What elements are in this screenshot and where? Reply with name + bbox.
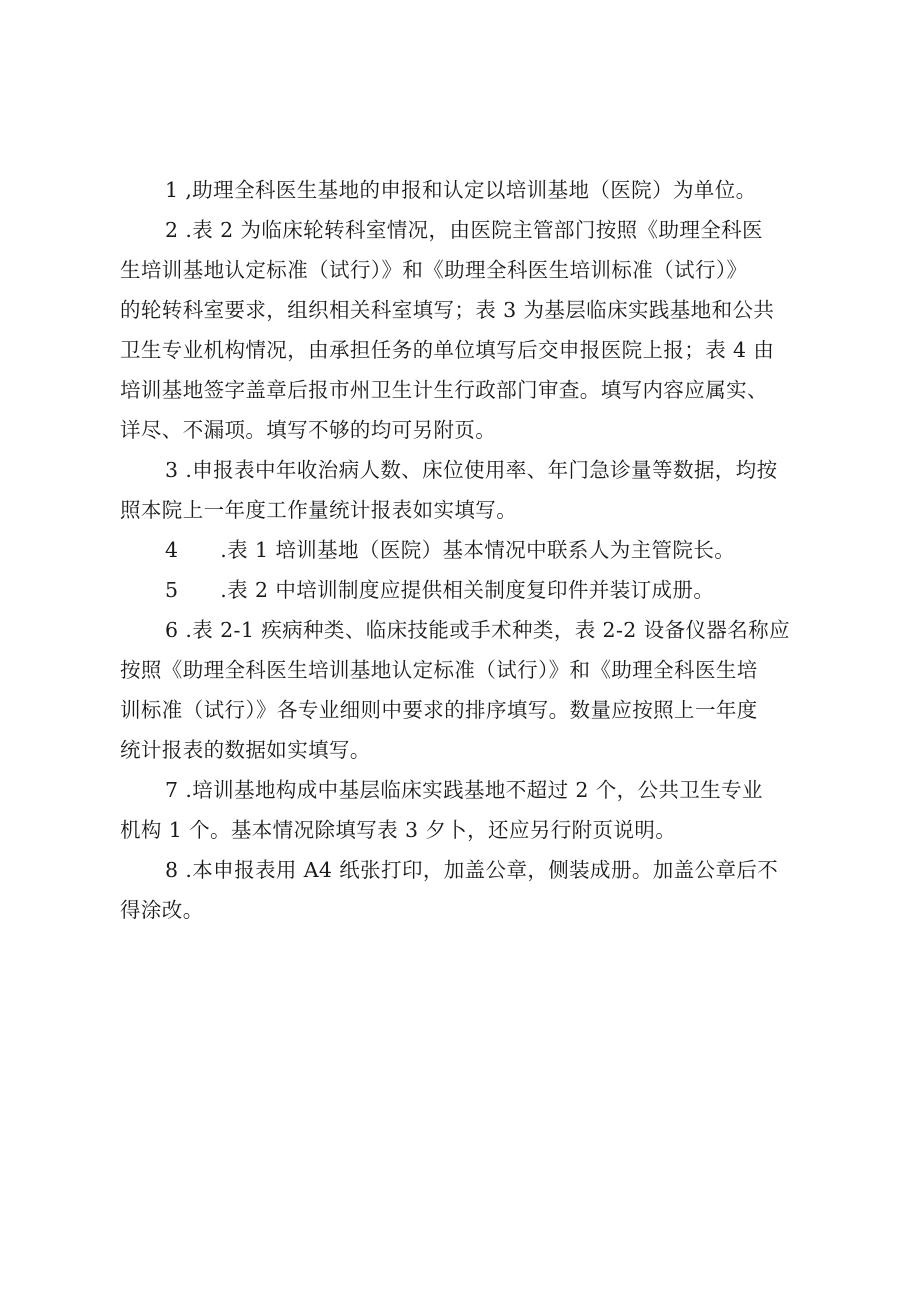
instruction-line: 详尽、不漏项。填写不够的均可另附页。 — [120, 418, 497, 442]
instruction-line: 7 .培训基地构成中基层临床实践基地不超过 2 个，公共卫生专业 — [165, 778, 763, 802]
instruction-line: 机构 1 个。基本情况除填写表 3 夕卜，还应另行附页说明。 — [120, 818, 677, 842]
instruction-item-4 — [120, 530, 840, 570]
instruction-item-1 — [120, 170, 840, 210]
instruction-item-5 — [120, 570, 840, 610]
instruction-item-6 — [120, 610, 840, 770]
instruction-item-7 — [120, 770, 840, 850]
instruction-line: 照本院上一年度工作量统计报表如实填写。 — [120, 498, 518, 522]
instruction-item-8 — [120, 850, 840, 930]
instruction-line: 5 .表 2 中培训制度应提供相关制度复印件并装订成册。 — [165, 578, 715, 602]
instruction-line: 4 .表 1 培训基地（医院）基本情况中联系人为主管院长。 — [165, 538, 736, 562]
instruction-line: 培训基地签字盖章后报市州卫生计生行政部门审查。填写内容应属实、 — [120, 378, 768, 402]
instruction-line: 的轮转科室要求，组织相关科室填写；表 3 为基层临床实践基地和公共 — [120, 298, 775, 322]
instruction-line: 6 .表 2-1 疾病种类、临床技能或手术种类，表 2-2 设备仪器名称应 — [165, 618, 790, 642]
instructions-list — [120, 170, 840, 930]
instruction-line: 生培训基地认定标准（试行）》和《助理全科医生培训标准（试行）》 — [120, 258, 748, 282]
instruction-line: 1 ,助理全科医生基地的申报和认定以培训基地（医院）为单位。 — [165, 178, 757, 202]
instruction-item-3 — [120, 450, 840, 530]
instruction-line: 8 .本申报表用 A4 纸张打印，加盖公章，侧装成册。加盖公章后不 — [165, 858, 779, 882]
instruction-line: 按照《助理全科医生培训基地认定标准（试行）》和《助理全科医生培 — [120, 658, 758, 682]
instruction-line: 统计报表的数据如实填写。 — [120, 738, 371, 762]
instruction-line: 得涂改。 — [120, 898, 204, 922]
instruction-line: 2 .表 2 为临床轮转科室情况，由医院主管部门按照《助理全科医 — [165, 218, 763, 242]
instruction-line: 3 .申报表中年收治病人数、床位使用率、年门急诊量等数据，均按 — [165, 458, 778, 482]
instruction-item-2 — [120, 210, 840, 450]
instruction-line: 训标准（试行）》各专业细则中要求的排序填写。数量应按照上一年度 — [120, 698, 758, 722]
instruction-line: 卫生专业机构情况，由承担任务的单位填写后交申报医院上报；表 4 由 — [120, 338, 775, 362]
